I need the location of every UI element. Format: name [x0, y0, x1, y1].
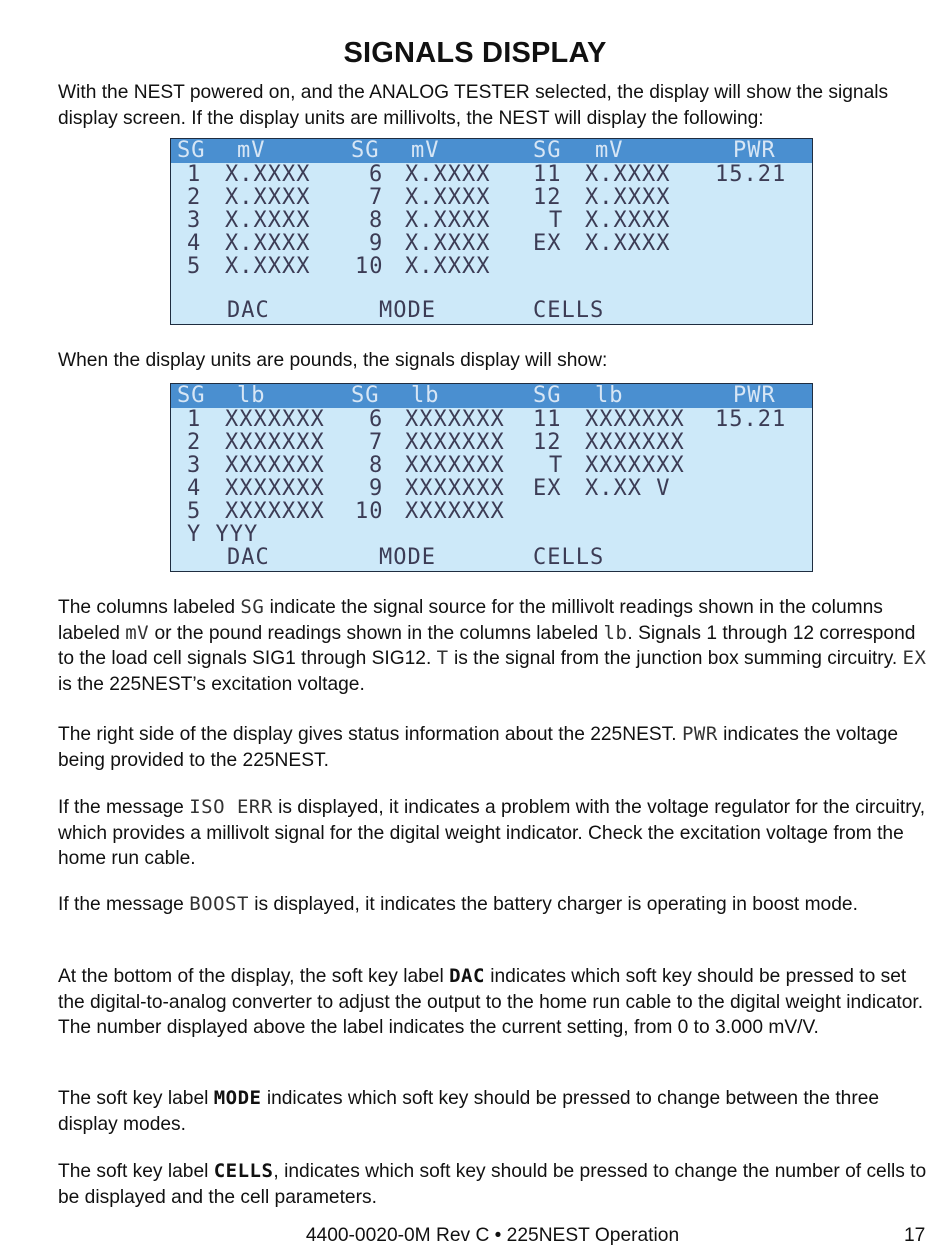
- header-unit: lb: [595, 383, 624, 408]
- text: is displayed, it indicates a problem with the voltage regulator for the circuitry, which provides a millivolt signal for the digital weight indicator. Check the excitation voltage from the home run cable.: [58, 797, 926, 869]
- lcd-row-label: 7: [369, 185, 384, 210]
- lcd-row-label: 2: [187, 185, 202, 210]
- lcd-row-label: 11: [533, 407, 562, 432]
- inline-softkey-label: CELLS: [213, 1160, 274, 1182]
- lcd-value: X.XXXX: [225, 208, 311, 233]
- text: The soft key label: [58, 1088, 214, 1109]
- header-sg: SG: [351, 138, 380, 163]
- text: The columns labeled: [58, 597, 241, 618]
- header-unit: mV: [237, 138, 266, 163]
- columns-paragraph: [58, 595, 928, 697]
- pwr-value: 15.21: [715, 407, 787, 432]
- text: If the message: [58, 894, 190, 915]
- lcd-value: X.XXXX: [225, 231, 311, 256]
- softkey-mode: MODE: [379, 545, 436, 570]
- lcd-value: XXXXXXX: [225, 499, 325, 524]
- lcd-row-label: 9: [369, 231, 384, 256]
- lcd-value: X.XXXX: [585, 162, 671, 187]
- inline-lcd-label: BOOST: [189, 893, 249, 915]
- lcd-value: XXXXXXX: [225, 453, 325, 478]
- lcd-value: XXXXXXX: [585, 453, 685, 478]
- lcd-row-label: 3: [187, 208, 202, 233]
- lcd-value: X.XXXX: [405, 185, 491, 210]
- text: . Signals 1 through 12 correspond to the load cell signals SIG1 through SIG12.: [58, 622, 916, 669]
- text: or the pound readings shown in the columns labeled: [149, 622, 604, 644]
- header-unit: mV: [595, 138, 624, 163]
- lcd-row-label: 12: [533, 185, 562, 210]
- inline-lcd-label: PWR: [681, 723, 718, 745]
- inline-lcd-label: T: [436, 647, 449, 669]
- lcd-row-label: 10: [355, 254, 384, 279]
- lcd-value: X.XXXX: [405, 254, 491, 279]
- footer-document-id: 4400-0020-0M Rev C • 225NEST Operation: [305, 1225, 680, 1246]
- text: If the message: [58, 797, 190, 818]
- softkey-cells: CELLS: [533, 298, 605, 323]
- lcd-row-label: 7: [369, 430, 384, 455]
- text: indicates which soft key should be pressed to set the digital-to-analog converter to adjust the output to the home run cable to the digital weight indicator. The number displayed above the label indicates the current setting, from 0 to 3.000 mV/V.: [58, 966, 924, 1038]
- lcd-row-label: 11: [533, 162, 562, 187]
- lcd-row-label: 5: [187, 254, 202, 279]
- lcd-row-label: 8: [369, 208, 384, 233]
- page-title: SIGNALS DISPLAY: [343, 37, 607, 69]
- lcd-row-label: 9: [369, 476, 384, 501]
- pwr-value: 15.21: [715, 162, 787, 187]
- header-unit: mV: [411, 138, 440, 163]
- lcd-row-label: 4: [187, 476, 202, 501]
- lcd-row-label: 1: [187, 162, 202, 187]
- lcd-value: X.XX V: [585, 476, 671, 501]
- lcd-value: X.XXXX: [225, 185, 311, 210]
- text: indicate the signal source for the millivolt readings shown in the columns labeled: [58, 597, 883, 644]
- header-pwr: PWR: [733, 138, 776, 163]
- lcd-value: XXXXXXX: [405, 407, 505, 432]
- lcd-value: XXXXXXX: [405, 499, 505, 524]
- inline-lcd-label: ISO ERR: [189, 796, 273, 818]
- lcd-row-label: EX: [533, 231, 562, 256]
- inline-softkey-label: MODE: [213, 1087, 262, 1109]
- lcd-value: X.XXXX: [585, 185, 671, 210]
- lcd-screen-millivolts: [170, 138, 813, 325]
- lcd-value: X.XXXX: [585, 231, 671, 256]
- lcd-row-label: 8: [369, 453, 384, 478]
- lcd-header-bar: [171, 139, 812, 163]
- lcd-value: XXXXXXX: [225, 407, 325, 432]
- header-pwr: PWR: [733, 383, 776, 408]
- lcd-row-label: 12: [533, 430, 562, 455]
- inline-lcd-label: SG: [240, 596, 265, 618]
- lcd-screen-pounds: [170, 383, 813, 572]
- softkey-dac: DAC: [227, 545, 270, 570]
- header-sg: SG: [533, 138, 562, 163]
- text: is displayed, it indicates the battery charger is operating in boost mode.: [248, 894, 858, 915]
- header-sg: SG: [177, 138, 206, 163]
- header-unit: lb: [237, 383, 266, 408]
- text: indicates the voltage being provided to the 225NEST.: [58, 724, 899, 771]
- text: is the 225NEST’s excitation voltage.: [58, 673, 365, 695]
- status-paragraph: [58, 722, 928, 773]
- dac-setting-value: Y YYY: [187, 522, 259, 547]
- text: , indicates which soft key should be pressed to change the number of cells to be displayed and the cell parameters.: [58, 1161, 927, 1208]
- lcd-row-label: 2: [187, 430, 202, 455]
- lcd-row-label: T: [549, 453, 564, 478]
- boost-paragraph: [58, 892, 928, 918]
- inline-lcd-label: mV: [125, 621, 150, 644]
- lcd-value: XXXXXXX: [405, 453, 505, 478]
- mode-paragraph: [58, 1086, 928, 1137]
- lcd-value: X.XXXX: [405, 231, 491, 256]
- page-number: 17: [904, 1225, 926, 1246]
- lcd-value: X.XXXX: [405, 162, 491, 187]
- lcd-row-label: 3: [187, 453, 202, 478]
- iso-err-paragraph: [58, 795, 928, 872]
- lcd-row-label: EX: [533, 476, 562, 501]
- lcd-row-label: T: [549, 208, 564, 233]
- inline-softkey-label: DAC: [449, 965, 485, 987]
- softkey-mode: MODE: [379, 298, 436, 323]
- text: is the signal from the junction box summing circuitry.: [448, 648, 903, 669]
- lcd-value: XXXXXXX: [585, 430, 685, 455]
- text: indicates which soft key should be pressed to change between the three display modes.: [58, 1088, 880, 1135]
- lcd-value: X.XXXX: [405, 208, 491, 233]
- header-unit: lb: [411, 383, 440, 408]
- text: At the bottom of the display, the soft key label: [58, 966, 450, 987]
- cells-paragraph: [58, 1159, 928, 1210]
- intro-paragraph: With the NEST powered on, and the ANALOG TESTER selected, the display will show the signals display screen. If the display units are millivolts, the NEST will display the following:: [58, 82, 889, 129]
- header-sg: SG: [533, 383, 562, 408]
- lcd-value: XXXXXXX: [225, 476, 325, 501]
- lcd-header-bar: [171, 384, 812, 408]
- lcd-value: XXXXXXX: [225, 430, 325, 455]
- lcd-row-label: 4: [187, 231, 202, 256]
- lcd-row-label: 1: [187, 407, 202, 432]
- lcd-value: XXXXXXX: [585, 407, 685, 432]
- softkey-cells: CELLS: [533, 545, 605, 570]
- text: The right side of the display gives status information about the 225NEST.: [58, 724, 682, 745]
- lcd-value: X.XXXX: [585, 208, 671, 233]
- lcd-value: X.XXXX: [225, 162, 311, 187]
- inline-lcd-label: EX: [902, 647, 927, 669]
- lcd-value: XXXXXXX: [405, 430, 505, 455]
- pounds-intro-paragraph: When the display units are pounds, the signals display will show:: [58, 350, 608, 371]
- lcd-row-label: 5: [187, 499, 202, 524]
- softkey-dac: DAC: [227, 298, 270, 323]
- lcd-row-label: 6: [369, 162, 384, 187]
- inline-lcd-label: lb: [603, 621, 628, 644]
- lcd-row-label: 10: [355, 499, 384, 524]
- dac-paragraph: [58, 964, 928, 1041]
- header-sg: SG: [177, 383, 206, 408]
- header-sg: SG: [351, 383, 380, 408]
- lcd-value: XXXXXXX: [405, 476, 505, 501]
- lcd-value: X.XXXX: [225, 254, 311, 279]
- text: The soft key label: [58, 1161, 214, 1182]
- lcd-row-label: 6: [369, 407, 384, 432]
